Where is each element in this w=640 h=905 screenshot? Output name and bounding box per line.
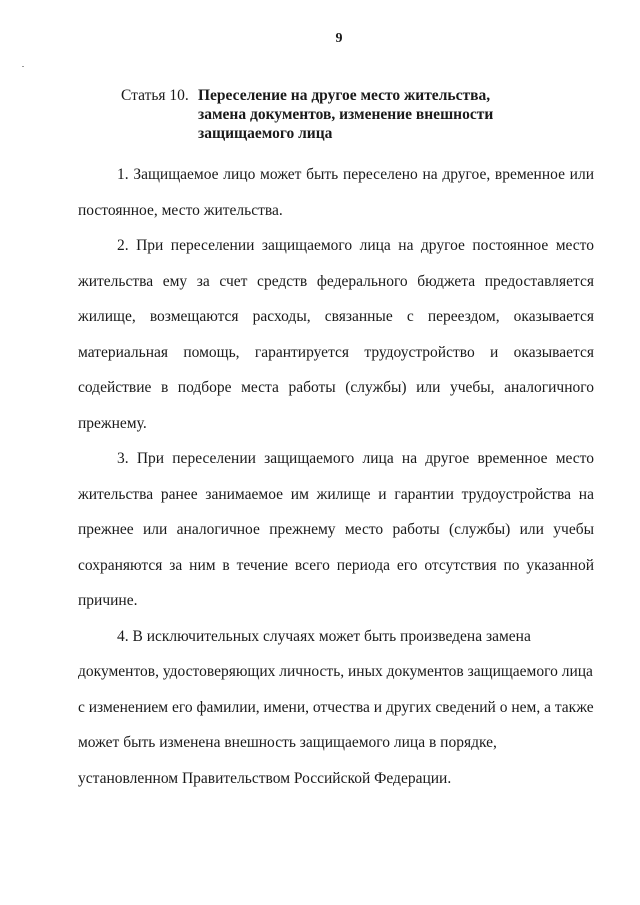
article-title-line: замена документов, изменение внешности [198,106,494,123]
article-heading [121,86,518,143]
article-title-line: Переселение на другое место жительства, [198,87,491,104]
paragraph-2: 2. При переселении защищаемого лица на другое постоянное место жительства ему за счет средств федерального бюджета предоставляется жилище, возмещаются расходы, связанные с переездом, оказывается материальная помощь, гарантируется трудоустройство и оказывается содействие в подборе места работы (службы) или учебы, аналогичного прежнему. [78,237,594,432]
scan-speck [22,66,24,67]
article-label: Статья 10. [121,87,189,104]
paragraph-1: 1. Защищаемое лицо может быть переселено на другое, временное или постоянное, место жительства. [78,166,594,219]
article-title-line: защищаемого лица [198,125,333,142]
paragraph-4: 4. В исключительных случаях может быть произведена замена документов, удостоверяющих личность, иных документов защищаемого лица с изменением его фамилии, имени, отчества и других сведений о нем, а также может быть изменена внешность защищаемого лица в порядке, установленном Правительством Российской Федерации. [78,627,594,787]
article-body [78,157,594,796]
article-title [198,86,518,143]
page-number: 9 [335,31,343,46]
paragraph-3: 3. При переселении защищаемого лица на другое временное место жительства ранее занимаемое им жилище и гарантии трудоустройства на прежнее или аналогичное прежнему место работы (службы) или учебы сохраняются за ним в течение всего периода его отсутствия по указанной причине. [78,450,594,609]
